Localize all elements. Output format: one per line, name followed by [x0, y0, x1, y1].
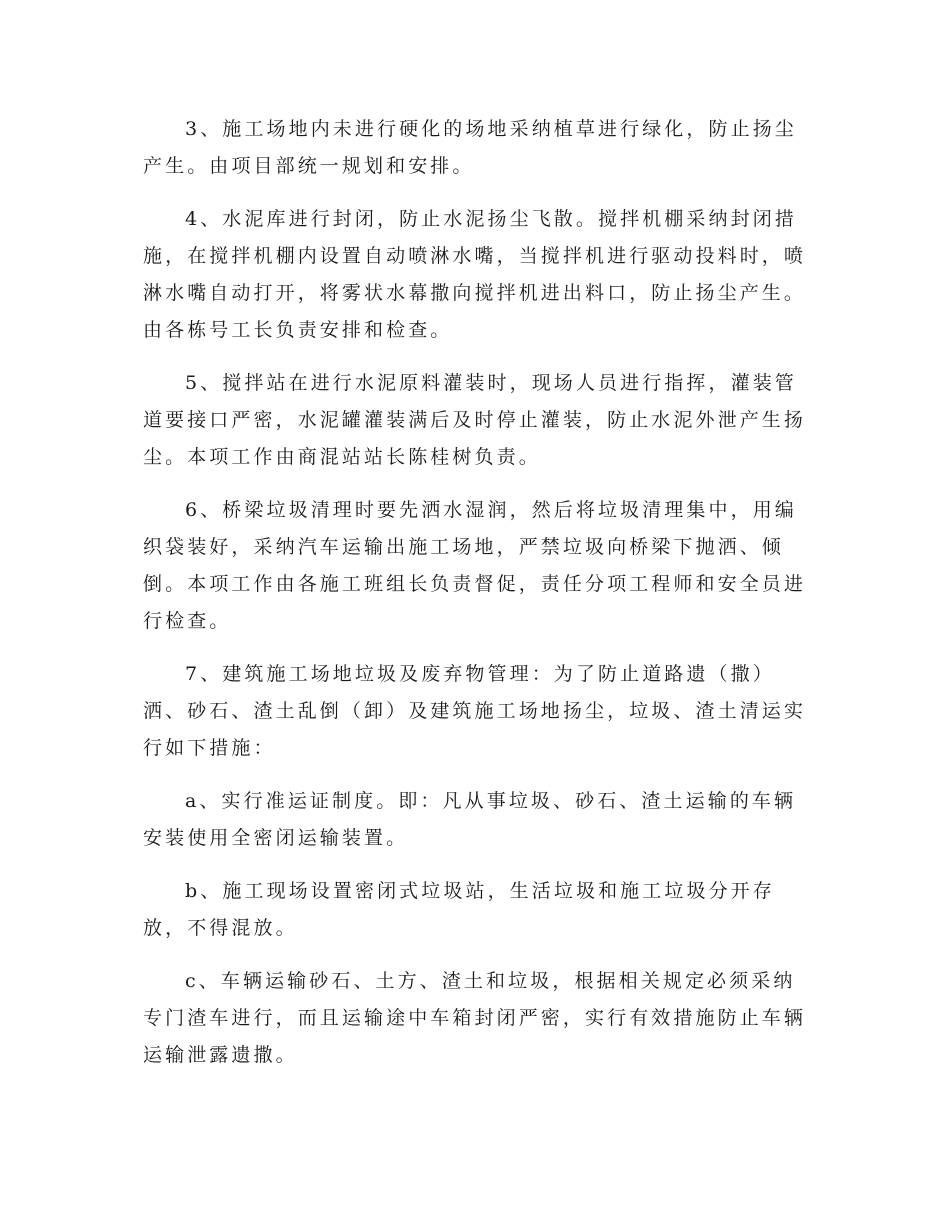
paragraph-item-4: 4、水泥库进行封闭，防止水泥扬尘飞散。搅拌机棚采纳封闭措施，在搅拌机棚内设置自动喷淋水嘴，当搅拌机进行驱动投料时，喷淋水嘴自动打开，将雾状水幕撒向搅拌机进出料口，防止扬尘产生。由各栋号工长负责安排和检查。 [143, 208, 807, 341]
paragraph-item-a: a、实行准运证制度。即：凡从事垃圾、砂石、渣土运输的车辆安装使用全密闭运输装置。 [143, 790, 797, 849]
paragraph-item-b: b、施工现场设置密闭式垃圾站，生活垃圾和施工垃圾分开存放，不得混放。 [143, 880, 775, 939]
document-body [143, 111, 807, 1090]
paragraph-item-3: 3、施工场地内未进行硬化的场地采纳植草进行绿化，防止扬尘产生。由项目部统一规划和安排。 [143, 118, 797, 177]
paragraph-item-5: 5、搅拌站在进行水泥原料灌装时，现场人员进行指挥，灌装管道要接口严密，水泥罐灌装满后及时停止灌装，防止水泥外泄产生扬尘。本项工作由商混站站长陈桂树负责。 [143, 372, 807, 468]
paragraph-item-6: 6、桥梁垃圾清理时要先洒水湿润，然后将垃圾清理集中，用编织袋装好，采纳汽车运输出施工场地，严禁垃圾向桥梁下抛洒、倾倒。本项工作由各施工班组长负责督促，责任分项工程师和安全员进行检查。 [143, 499, 807, 632]
paragraph-item-7: 7、建筑施工场地垃圾及废弃物管理：为了防止道路遗（撒）洒、砂石、渣土乱倒（卸）及建筑施工场地扬尘，垃圾、渣土清运实行如下措施： [143, 663, 807, 759]
paragraph-item-c: c、车辆运输砂石、土方、渣土和垃圾，根据相关规定必须采纳专门渣车进行，而且运输途中车箱封闭严密，实行有效措施防止车辆运输泄露遗撒。 [143, 970, 807, 1066]
